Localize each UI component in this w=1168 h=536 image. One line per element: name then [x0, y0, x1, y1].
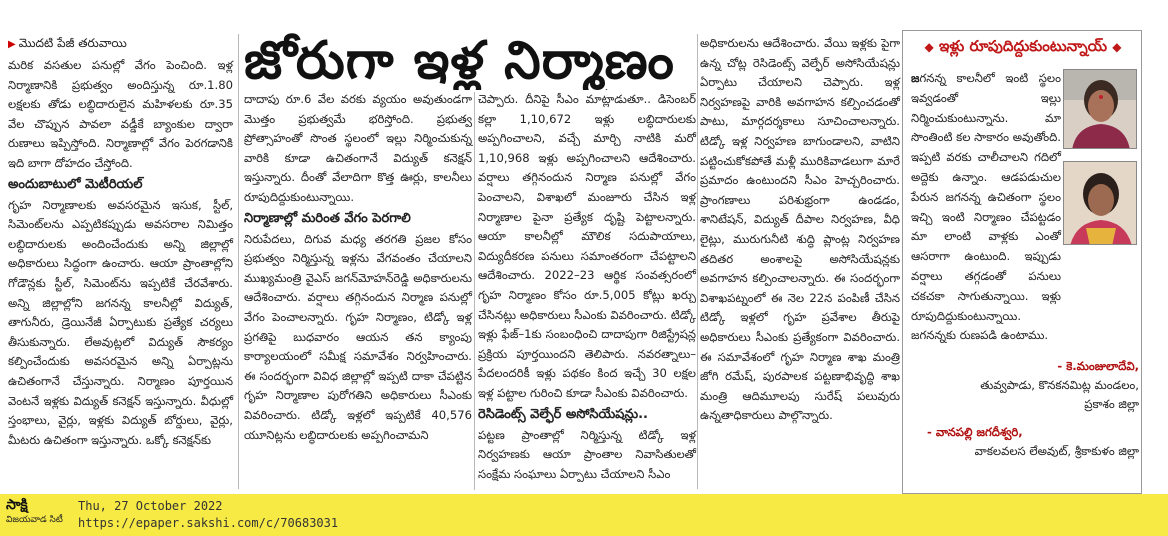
article-column-4 [700, 34, 900, 426]
logo-name: సాక్షి [6, 497, 28, 513]
triangle-right-icon: ▶ [8, 39, 16, 50]
column-divider [697, 34, 698, 489]
sakshi-logo[interactable] [6, 496, 68, 534]
article-paragraph: అధికారులను ఆదేశించారు. వేయి ఇళ్లకు పైగా ఉన్న చోట్ల రెసిడెంట్స్‌ వెల్ఫేర్‌ అసోసియేషన్లు ఏర్పాటు చేయాలని చెప్పారు. ఇళ్ల నిర్వహణపై వారికి అవగాహన కల్పించడంతో పాటు, మార్గదర్శకాలు సూచించాలన్నారు. టిడ్కో ఇళ్ల నిర్వహణ బాగుండాలని, వాటిని పట్టించుకోకపోతే మళ్లీ మురికివాడలుగా మారే ప్రమాదం ఉంటుందని సీఎం హెచ్చరించారు. ప్రాంగణాలు పరిశుభ్రంగా ఉండడం, శానిటేషన్, విద్యుత్‌ దీపాల నిర్వహణ, వీధి లైట్లు, మురుగునీటి శుద్ధి ప్లాంట్ల నిర్వహణ తదితర అంశాలపై అసోసియేషన్లకు అవగాహన కల్పించాలన్నారు. ఈ సందర్భంగా విశాఖపట్నంలో ఈ నెల 22న పంపిణీ చేసిన టిడ్కో ఇళ్లలో గృహ ప్రవేశాల తీరుపై అధికారులు సీఎంకు ప్రత్యేకంగా వివరించారు. ఈ సమావేశంలో గృహ నిర్మాణ శాఖ మంత్రి జోగి రమేష్, పురపాలక పట్టణాభివృద్ధి శాఖ మంత్రి ఆదిమూలపు సురేష్‌ పలువురు ఉన్నతాధికారులు పాల్గొన్నారు. [700, 36, 900, 423]
portrait-photo-1 [1063, 69, 1137, 149]
article-paragraph: దాదాపు రూ.6 వేల వరకు వ్యయం అవుతుండగా మొత్తం ప్రభుత్వమే భరిస్తోంది. ప్రభుత్వ ప్రోత్సాహంతో సొంత స్థలంలో ఇల్లు నిర్మించుకున్న వారికి కూడా ఉచితంగానే విద్యుత్‌ కనెక్షన్‌ ఇస్తున్నారు. దీంతో వేలాదిగా కొత్త ఊర్లు, కాలనీలు రూపుదిద్దుకుంటున్నాయి. [244, 92, 472, 204]
article-column-3 [478, 90, 696, 484]
footer-bar [0, 494, 1168, 536]
testimonial-title: ఇళ్లు రూపుదిద్దుకుంటున్నాయ్‌ [938, 37, 1108, 55]
subheading: అందుబాటులో మెటీరియల్‌ [8, 176, 143, 192]
attribution-2 [927, 423, 1139, 461]
person-photo-icon [1064, 70, 1137, 149]
article-paragraph: చెప్పారు. దీనిపై సీఎం మాట్లాడుతూ.. డిసెంబర్‌ కల్లా 1,10,672 ఇళ్లు లబ్ధిదారులకు అప్పగించాలని, వచ్చే మార్చి నాటికి మరో 1,10,968 ఇళ్లు అప్పగించాలని ఆదేశించారు. వర్షాలు తగ్గినందున నిర్మాణ పనుల్లో వేగం పెంచాలని, విశాఖలో మంజూరు చేసిన ఇళ్ల నిర్మాణాల పైనా ప్రత్యేక దృష్టి పెట్టాలన్నారు. ఆయా కాలనీల్లో మౌలిక సదుపాయాలు, విద్యుదీకరణ పనులు సమాంతరంగా చేపట్టాలని ఆదేశించారు. 2022–23 ఆర్థిక సంవత్సరంలో గృహ నిర్మాణం కోసం రూ.5,005 కోట్లు ఖర్చు చేసినట్లు అధికారులు సీఎంకు వివరించారు. టిడ్కో ఇళ్లు ఫేజ్‌–1కు సంబంధించి దాదాపుగా రిజిస్ట్రేషన్ల ప్రక్రియ పూర్తయిందని తెలిపారు. నవరత్నాలు–పేదలందరికీ ఇళ్లు పథకం కింద ఇచ్చే 30 లక్షల ఇళ్ల పట్టాల గురించి కూడా సీఎంకు వివరించారు. [478, 92, 696, 400]
attribution-1 [963, 357, 1139, 414]
person-photo-icon [1064, 162, 1137, 245]
headline: జోరుగా ఇళ్ల నిర్మాణం [244, 32, 675, 90]
article-column-2 [244, 90, 472, 445]
portrait-photo-2 [1063, 161, 1137, 245]
jump-label-row [8, 34, 233, 54]
testimonial-text: గనన్న కాలనీలో ఇంటి స్థలం ఇవ్వడంతో ఇల్లు నిర్మించుకుంటున్నాను. మా సొంతింటి కల సాకారం అవుతోంది. ఇప్పటి వరకు చాలీచాలని గదిలో అద్దెకు ఉన్నాం. ఆడపడుచుల పేరున జగనన్న ఉచితంగా స్థలం ఇచ్చి ఇంటి నిర్మాణం చేపట్టడం మా లాంటి వాళ్లకు ఎంతో ఆసరాగా ఉంటుంది. ఇప్పుడు వర్షాలు తగ్గడంతో పనులు చకచకా సాగుతున్నాయి. ఇళ్లు రూపుదిద్దుకుంటున్నాయి. జగనన్నకు రుణపడి ఉంటాము. [911, 71, 1061, 343]
article-column-1 [8, 34, 233, 450]
attribution-name: - కె.మంజులాదేవి, [1057, 359, 1139, 373]
testimonial-body [911, 69, 1061, 346]
testimonial-title-row [903, 35, 1143, 58]
logo-edition: విజయవాడ సిటీ [6, 515, 63, 525]
subheading: నిర్మాణాల్లో మరింత వేగం పెరగాలి [244, 210, 411, 226]
attribution-place: వాకలవలస లేఅవుట్, శ్రీకాకుళం జిల్లా [974, 444, 1139, 458]
column-divider [238, 34, 239, 489]
attribution-name: - వానపల్లి జగదీశ్వరి, [927, 425, 1023, 439]
article-paragraph: నిరుపేదలు, దిగువ మధ్య తరగతి ప్రజల కోసం ప్రభుత్వం నిర్మిస్తున్న ఇళ్లను వేగవంతం చేయాలని ముఖ్యమంత్రి వైఎస్‌ జగన్‌మోహన్‌రెడ్డి అధికారులను ఆదేశించారు. వర్షాలు తగ్గినందున నిర్మాణ పనుల్లో వేగం పెంచాలన్నారు. గృహ నిర్మాణం, టిడ్కో ఇళ్ల ప్రగతిపై బుధవారం ఆయన తన క్యాంపు కార్యాలయంలో సమీక్ష సమావేశం నిర్వహించారు. ఈ సందర్భంగా వివిధ జిల్లాల్లో ఇప్పటి దాకా చేపట్టిన గృహ నిర్మాణాల పురోగతిని అధికారులు సీఎంకు వివరించారు. టిడ్కో ఇళ్లలో ఇప్పటికే 40,576 యూనిట్లను లబ్ధిదారులకు అప్పగించామని [244, 231, 472, 442]
article-paragraph: గృహ నిర్మాణాలకు అవసరమైన ఇసుక, స్టీల్, సిమెంట్‌లను ఎప్పటికప్పుడు అవసరాల నిమిత్తం లబ్ధిదారులకు అందించేందుకు అన్ని జిల్లాల్లో అధికారులు సిద్ధంగా ఉంచారు. ఆయా ప్రాంతాల్లోని గోడౌన్లకు స్టీల్, సిమెంట్‌ను ఇప్పటికే చేరవేశారు. అన్ని జిల్లాల్లోని జగనన్న కాలనీల్లో విద్యుత్, తాగునీరు, డ్రెయినేజీ ఏర్పాటుకు ప్రత్యేక చర్యలు తీసుకున్నారు. లేఅవుట్లలో విద్యుత్‌ సౌకర్యం కల్పించేందుకు అవసరమైన అన్ని ఏర్పాట్లను ఉచితంగానే చేస్తున్నారు. నిర్మాణం పూర్తయిన వెంటనే ఇళ్లకు విద్యుత్‌ కనెక్షన్‌ ఇస్తున్నారు. వీధుల్లో స్తంభాలు, వైర్లు, ఇళ్లకు విద్యుత్‌ బోర్డులు, వైర్లు, మీటరు ఉచితంగా ఇస్తున్నారు. ఒక్కో కనెక్షన్‌కు [8, 197, 233, 447]
article-paragraph: మరిక వసతుల పనుల్లో వేగం పెంచింది. ఇళ్ల నిర్మాణానికి ప్రభుత్వం అందిస్తున్న రూ.1.80 లక్షలకు తోడు లబ్ధిదారులైన మహిళలకు రూ.35 వేల చొప్పున పావలా వడ్డీకే బ్యాంకుల ద్వారా రుణాలు ఇప్పిస్తోంది. నిర్మాణాల్లో వేగం పెరగడానికి ఇది బాగా దోహదం చేస్తోంది. [8, 58, 233, 170]
epaper-url-link[interactable]: https://epaper.sakshi.com/c/70683031 [78, 516, 339, 530]
subheading: రెసిడెంట్స్‌ వెల్ఫేర్‌ అసోసియేషన్లు.. [478, 406, 648, 422]
publish-date: Thu, 27 October 2022 [78, 499, 223, 513]
jump-label: మొదటి పేజీ తరువాయి [18, 36, 127, 50]
testimonial-box [902, 30, 1142, 494]
attribution-place: తువ్వపాడు, కొనకనమిట్ల మండలం, ప్రకాశం జిల్లా [980, 378, 1139, 411]
column-divider [474, 92, 475, 490]
drop-letter: జ [911, 71, 920, 85]
article-paragraph: పట్టణ ప్రాంతాల్లో నిర్మిస్తున్న టిడ్కో ఇళ్ల నిర్వహణకు ఆయా ప్రాంతాల నివాసితులతో సంక్షేమ సంఘాలు ఏర్పాటు చేయాలని సీఎం [478, 427, 696, 481]
bullet-icon: ◆ [924, 40, 934, 54]
bullet-icon: ◆ [1112, 40, 1122, 54]
